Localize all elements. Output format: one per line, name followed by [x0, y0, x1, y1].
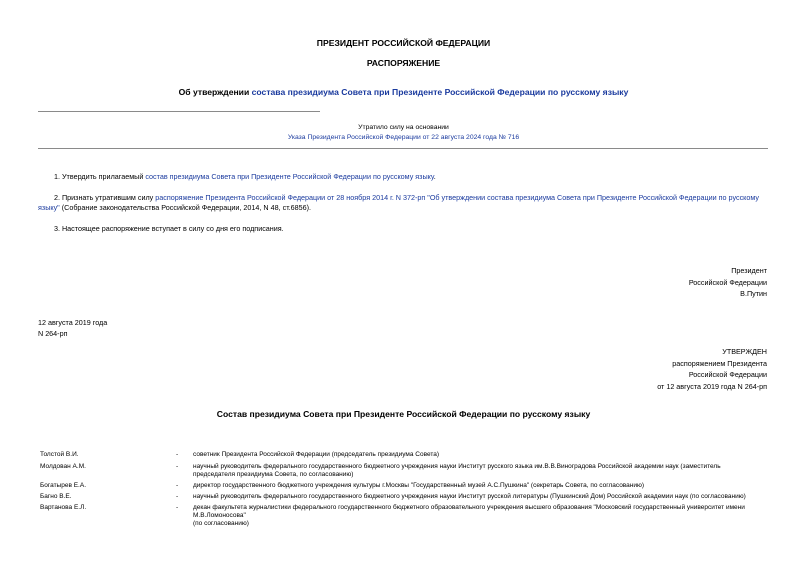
- repealed-order-link[interactable]: распоряжение Президента Российской Федерации от 28 ноября 2014 г. N 372-рп "Об утверждении состава президиума Совета при Президенте Российской Федерации по русскому языку": [38, 193, 760, 212]
- approval-line-4: от 12 августа 2019 года N 264-рп: [657, 381, 767, 391]
- member-name: Молдован А.М.: [40, 463, 86, 470]
- paragraph-2-suffix: (Собрание законодательства Российской Федерации, 2014, N 48, ст.6856).: [59, 202, 312, 212]
- member-row: [40, 493, 770, 503]
- member-row: [40, 451, 770, 461]
- document-title-link[interactable]: состава президиума Совета при Президенте Российской Федерации по русскому языку: [251, 87, 629, 97]
- paragraph-1: [38, 172, 768, 182]
- member-row: [40, 482, 770, 492]
- title-underline: [38, 111, 320, 112]
- paragraph-1-suffix: .: [433, 172, 436, 181]
- member-dash: -: [176, 463, 179, 470]
- signature-block: [689, 265, 767, 300]
- paragraph-1-text: 1. Утвердить прилагаемый: [54, 172, 146, 181]
- composition-link[interactable]: состав президиума Совета при Президенте Российской Федерации по русскому языку: [145, 172, 434, 181]
- member-name: Багно В.Е.: [40, 493, 72, 500]
- order-date: 12 августа 2019 года: [38, 318, 108, 327]
- member-position: директор государственного бюджетного учреждения культуры г.Москвы "Государственный музей А.С.Пушкина" (секретарь Совета, по согласованию): [193, 482, 645, 489]
- status-link-line: [0, 134, 807, 141]
- signature-country: Российской Федерации: [688, 277, 767, 287]
- member-dash: -: [176, 482, 179, 489]
- document-authority: ПРЕЗИДЕНТ РОССИЙСКОЙ ФЕДЕРАЦИИ: [316, 38, 491, 48]
- status-divider: [38, 148, 768, 149]
- member-row: [40, 463, 770, 481]
- approval-line-1: УТВЕРЖДЕН: [722, 347, 767, 356]
- member-name: Богатырев Е.А.: [40, 482, 87, 489]
- member-position-text: декан факультета журналистики федерального государственного бюджетного образовательного учреждения высшего образования "Московский государственный университет имени М.В.Ломоносова": [193, 504, 745, 520]
- member-dash: -: [176, 451, 179, 458]
- member-position: советник Президента Российской Федерации (председатель президиума Совета): [193, 451, 440, 458]
- member-row: [40, 504, 770, 530]
- approval-line-3: Российской Федерации: [688, 370, 767, 379]
- paragraph-2: [38, 193, 770, 212]
- paragraph-2-text: 2. Признать утратившим силу: [54, 193, 156, 202]
- signature-name: В.Путин: [740, 289, 767, 298]
- order-number: N 264-рп: [38, 329, 68, 338]
- approval-line-2: распоряжением Президента: [672, 358, 767, 368]
- member-name: Вартанова Е.Л.: [40, 504, 87, 511]
- member-position: [193, 504, 753, 529]
- member-position-note: (по согласованию): [193, 520, 249, 528]
- document-title: [0, 87, 807, 97]
- member-dash: -: [176, 493, 179, 500]
- member-position: научный руководитель федерального государственного бюджетного учреждения науки Институт русской литературы (Пушкинский Дом) Российской академии наук (по согласованию): [193, 493, 746, 500]
- composition-title: Состав президиума Совета при Президенте Российской Федерации по русскому языку: [216, 409, 591, 419]
- member-dash: -: [176, 504, 179, 511]
- approval-block: [657, 346, 767, 392]
- date-block: [38, 317, 107, 339]
- document-type: РАСПОРЯЖЕНИЕ: [366, 58, 441, 68]
- document-title-prefix: Об утверждении: [178, 87, 252, 97]
- paragraph-3: 3. Настоящее распоряжение вступает в силу со дня его подписания.: [54, 224, 284, 233]
- repeal-decree-link[interactable]: Указа Президента Российской Федерации от 22 августа 2024 года № 716: [287, 134, 520, 141]
- status-note: Утратило силу на основании: [358, 124, 449, 131]
- signature-title: Президент: [731, 266, 767, 275]
- member-position: научный руководитель федерального государственного бюджетного учреждения науки Институт русского языка им.В.В.Виноградова Российской академии наук (заместитель председателя президиума Совета, по согласованию): [193, 463, 721, 479]
- member-name: Толстой В.И.: [40, 451, 79, 458]
